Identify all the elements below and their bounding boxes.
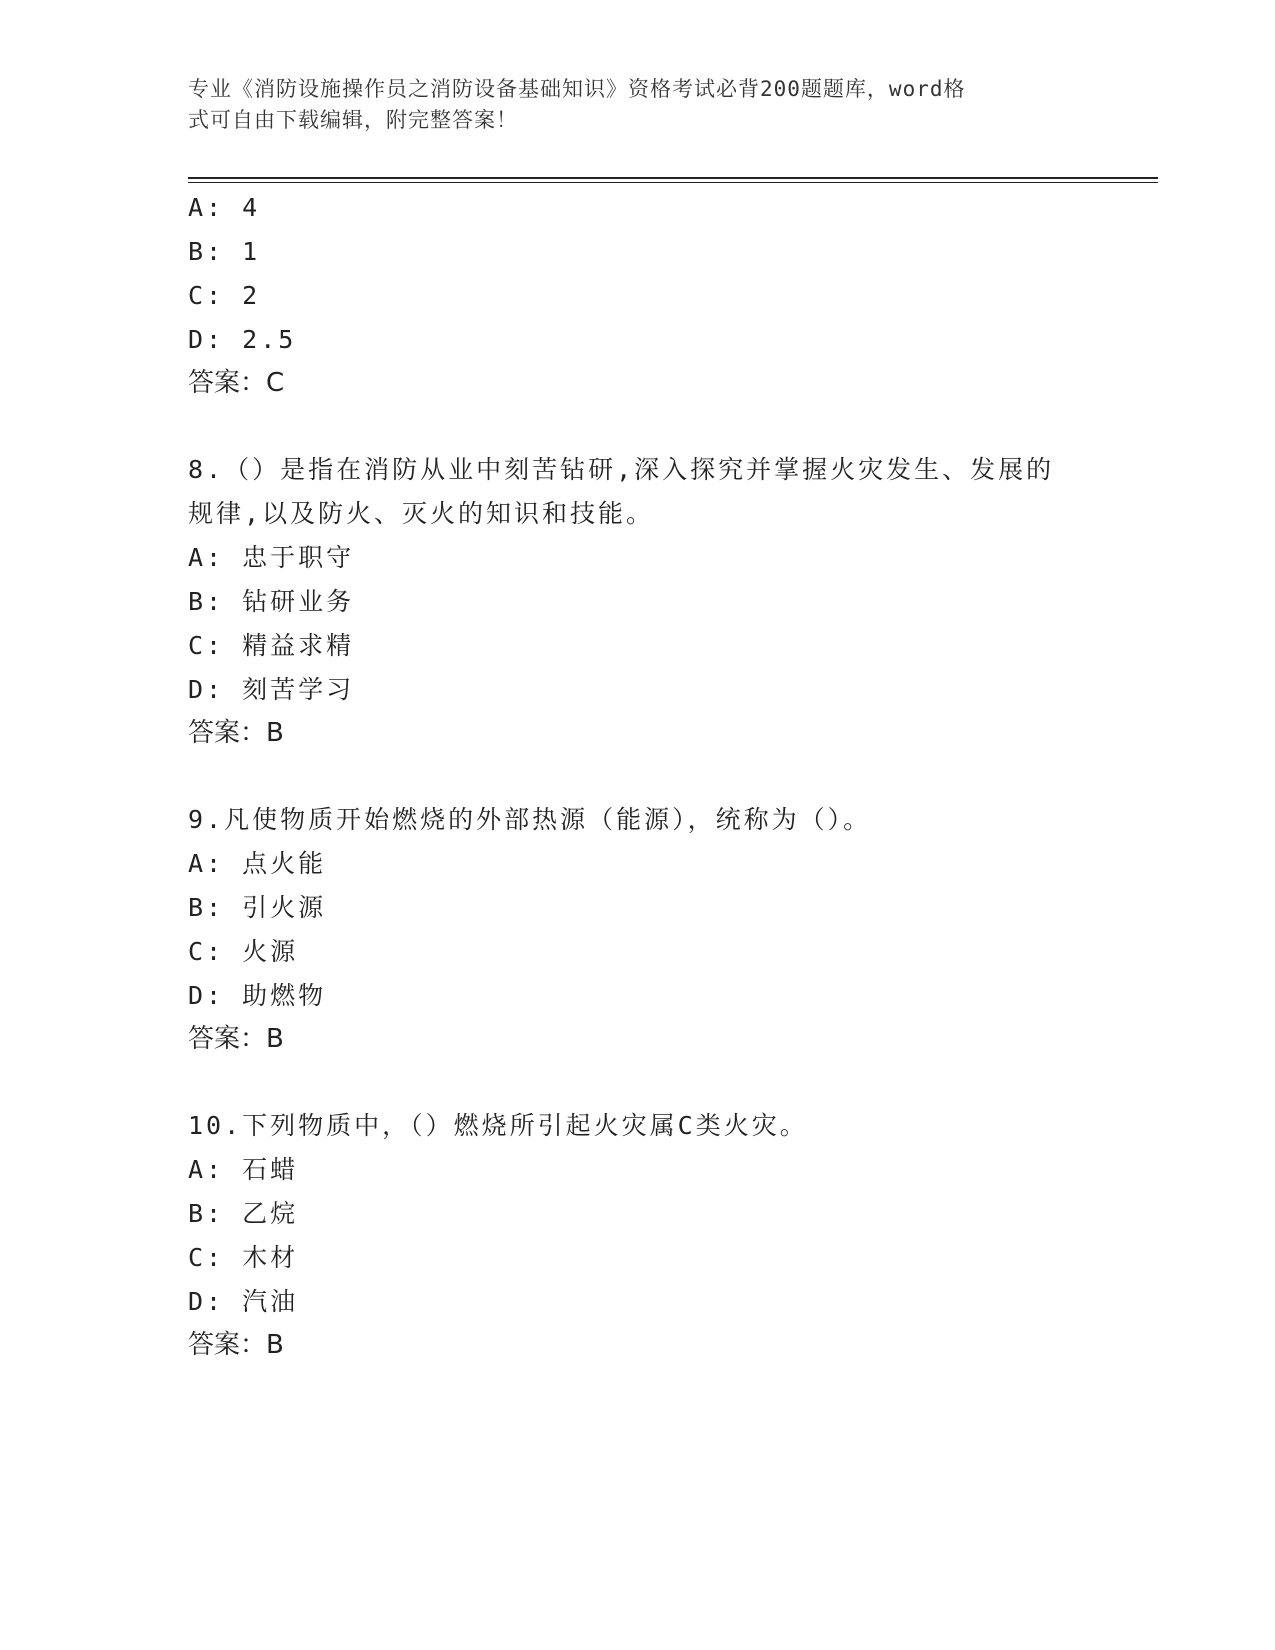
q7-option-c: C: 2: [188, 281, 261, 310]
document-header: [188, 74, 1088, 136]
q8-answer: 答案：B: [188, 718, 284, 748]
q10-stem-line-1: 10.下列物质中，（）燃烧所引起火灾属C类火灾。: [188, 1111, 808, 1140]
q8-option-c: C: 精益求精: [188, 631, 355, 660]
header-rule-thick: [188, 177, 1158, 179]
q9-option-a: A: 点火能: [188, 849, 327, 878]
q9-option-d: D: 助燃物: [188, 981, 327, 1010]
q10-option-a: A: 石蜡: [188, 1155, 299, 1184]
header-title-line-2: 式可自由下载编辑，附完整答案！: [188, 108, 518, 132]
q10-answer: 答案：B: [188, 1330, 284, 1360]
q7-option-b: B: 1: [188, 237, 261, 266]
q7-option-d: D: 2.5: [188, 325, 297, 354]
q8-option-d: D: 刻苦学习: [188, 675, 355, 704]
q7-answer: 答案：C: [188, 368, 285, 398]
q7-option-a: A: 4: [188, 193, 261, 222]
q9-option-b: B: 引火源: [188, 893, 327, 922]
q9-answer: 答案：B: [188, 1024, 284, 1054]
q9-option-c: C: 火源: [188, 937, 299, 966]
header-rule-thin: [188, 182, 1158, 183]
q8-option-a: A: 忠于职守: [188, 543, 355, 572]
header-title-line-1: 专业《消防设施操作员之消防设备基础知识》资格考试必背200题题库，word格: [188, 77, 966, 101]
q8-stem-line-1: 8.（）是指在消防从业中刻苦钻研,深入探究并掌握火灾发生、发展的: [188, 455, 1055, 484]
q8-stem-line-2: 规律,以及防火、灭火的知识和技能。: [188, 499, 655, 528]
q9-stem-line-1: 9.凡使物质开始燃烧的外部热源（能源），统称为（）。: [188, 805, 872, 834]
q10-option-b: B: 乙烷: [188, 1199, 299, 1228]
q10-option-c: C: 木材: [188, 1243, 299, 1272]
q8-option-b: B: 钻研业务: [188, 587, 355, 616]
q10-option-d: D: 汽油: [188, 1287, 299, 1316]
